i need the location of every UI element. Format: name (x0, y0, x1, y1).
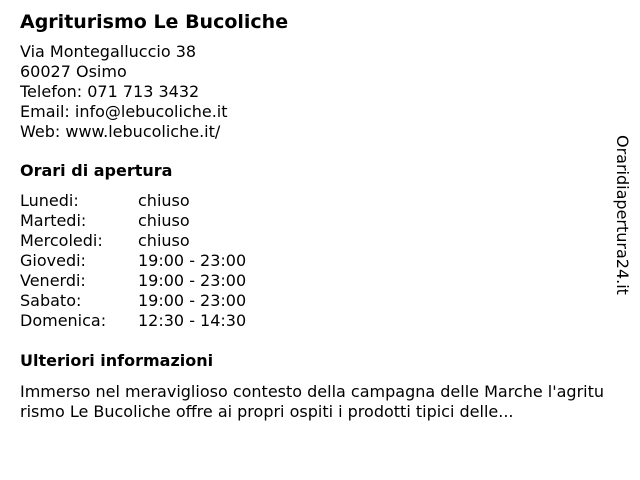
phone-text: Telefon: 071 713 3432 (20, 82, 200, 101)
hours-day: Giovedi: (20, 251, 86, 270)
hours-time: 19:00 - 23:00 (138, 291, 247, 310)
business-name: Agriturismo Le Bucoliche (20, 11, 289, 33)
hours-heading: Orari di apertura (20, 161, 173, 180)
hours-day: Mercoledi: (20, 231, 103, 250)
hours-row-saturday (20, 291, 605, 311)
web-text: Web: www.lebucoliche.it/ (20, 122, 221, 141)
hours-day: Lunedi: (20, 191, 79, 210)
hours-day: Martedi: (20, 211, 87, 230)
hours-row-thursday (20, 251, 605, 271)
hours-row-wednesday (20, 231, 605, 251)
address-street: Via Montegalluccio 38 (20, 42, 197, 61)
hours-time: 12:30 - 14:30 (138, 311, 247, 330)
site-watermark: Oraridiapertura24.it (613, 135, 632, 295)
hours-day: Sabato: (20, 291, 82, 310)
business-card (20, 9, 605, 422)
hours-row-sunday (20, 311, 605, 331)
hours-time: chiuso (138, 211, 190, 230)
hours-time: 19:00 - 23:00 (138, 251, 247, 270)
hours-row-friday (20, 271, 605, 291)
hours-table (20, 191, 605, 331)
hours-time: chiuso (138, 191, 190, 210)
hours-day: Venerdi: (20, 271, 86, 290)
address-city: 60027 Osimo (20, 62, 127, 81)
hours-row-monday (20, 191, 605, 211)
email-text: Email: info@lebucoliche.it (20, 102, 228, 121)
hours-day: Domenica: (20, 311, 107, 330)
info-heading: Ulteriori informazioni (20, 351, 214, 370)
hours-row-tuesday (20, 211, 605, 231)
hours-time: 19:00 - 23:00 (138, 271, 247, 290)
contact-block (20, 42, 605, 142)
info-description: Immerso nel meraviglioso contesto della campagna delle Marche l'agriturismo Le Bucoliche offre ai propri ospiti i prodotti tipici delle... (20, 382, 605, 421)
hours-time: chiuso (138, 231, 190, 250)
